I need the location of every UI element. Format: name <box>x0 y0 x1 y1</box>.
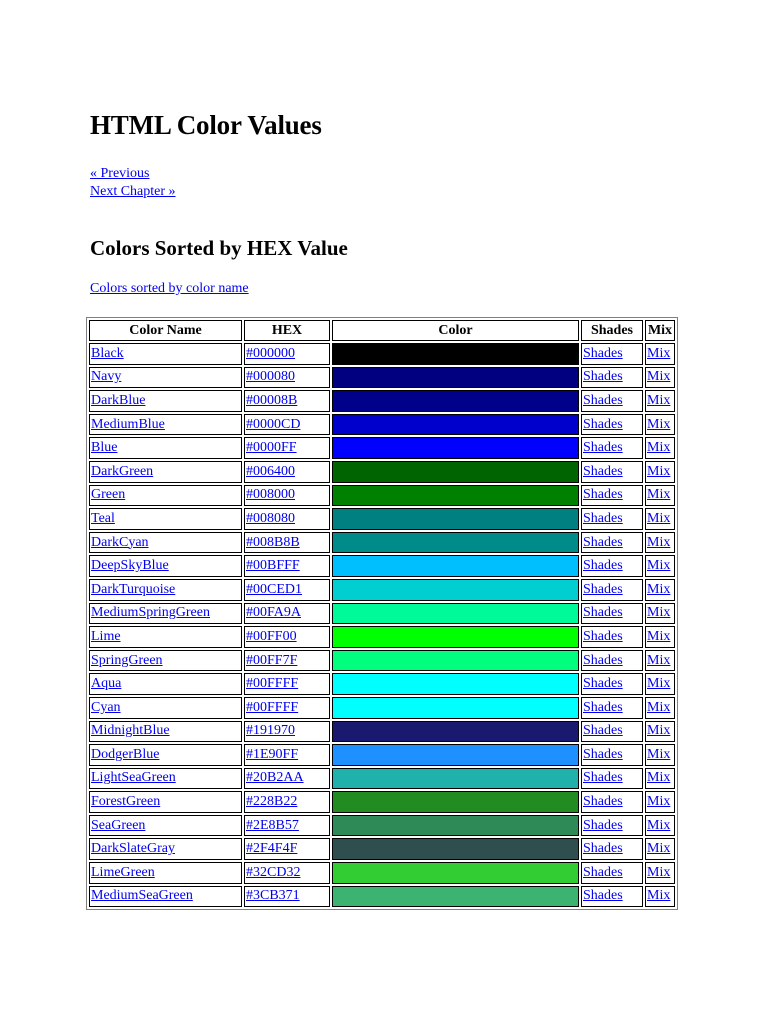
table-row <box>89 744 675 766</box>
shades-cell <box>581 862 643 884</box>
shades-link[interactable]: Shades <box>583 581 623 597</box>
color-name-link[interactable]: DarkGreen <box>91 463 154 479</box>
hex-link[interactable]: #000080 <box>246 369 295 385</box>
hex-link[interactable]: #0000FF <box>246 440 297 456</box>
color-swatch <box>332 508 579 530</box>
shades-link[interactable]: Shades <box>583 510 623 526</box>
table-row <box>89 838 675 860</box>
color-name-link[interactable]: DeepSkyBlue <box>91 558 169 574</box>
hex-cell <box>244 461 330 483</box>
shades-cell <box>581 886 643 908</box>
table-row <box>89 555 675 577</box>
shades-cell <box>581 603 643 625</box>
shades-cell <box>581 673 643 695</box>
mix-cell <box>645 485 675 507</box>
shades-link[interactable]: Shades <box>583 463 623 479</box>
shades-link[interactable]: Shades <box>583 699 623 715</box>
color-name-cell <box>89 555 242 577</box>
table-row <box>89 461 675 483</box>
mix-link[interactable]: Mix <box>647 416 671 432</box>
color-swatch <box>332 791 579 813</box>
mix-cell <box>645 673 675 695</box>
shades-link[interactable]: Shades <box>583 605 623 621</box>
shades-link[interactable]: Shades <box>583 534 623 550</box>
hex-cell <box>244 721 330 743</box>
color-name-link[interactable]: MediumSeaGreen <box>91 888 193 904</box>
color-swatch <box>332 485 579 507</box>
mix-cell <box>645 555 675 577</box>
shades-link[interactable]: Shades <box>583 392 623 408</box>
color-name-cell <box>89 886 242 908</box>
color-name-cell <box>89 697 242 719</box>
shades-cell <box>581 414 643 436</box>
mix-link[interactable]: Mix <box>647 510 671 526</box>
color-name-cell <box>89 815 242 837</box>
mix-link[interactable]: Mix <box>647 558 671 574</box>
hex-link[interactable]: #228B22 <box>246 794 298 810</box>
section-title: Colors Sorted by HEX Value <box>90 236 348 260</box>
header-mix: Mix <box>645 320 675 341</box>
color-name-link[interactable]: Black <box>91 345 124 361</box>
color-name-link[interactable]: MidnightBlue <box>91 723 170 739</box>
color-swatch <box>332 886 579 908</box>
color-name-link[interactable]: LimeGreen <box>91 864 155 880</box>
color-name-link[interactable]: ForestGreen <box>91 794 161 810</box>
color-swatch <box>332 862 579 884</box>
table-header <box>89 320 675 341</box>
hex-cell <box>244 414 330 436</box>
color-name-cell <box>89 532 242 554</box>
table-row <box>89 886 675 908</box>
hex-cell <box>244 603 330 625</box>
shades-cell <box>581 367 643 389</box>
sort-by-name-link[interactable]: Colors sorted by color name <box>90 281 249 296</box>
shades-cell <box>581 579 643 601</box>
table-row <box>89 626 675 648</box>
mix-link[interactable]: Mix <box>647 534 671 550</box>
color-name-cell <box>89 367 242 389</box>
mix-link[interactable]: Mix <box>647 605 671 621</box>
table-row <box>89 532 675 554</box>
shades-link[interactable]: Shades <box>583 770 623 786</box>
shades-cell <box>581 485 643 507</box>
color-swatch <box>332 697 579 719</box>
mix-link[interactable]: Mix <box>647 581 671 597</box>
hex-link[interactable]: #00FFFF <box>246 699 299 715</box>
hex-cell <box>244 437 330 459</box>
color-name-link[interactable]: MediumBlue <box>91 416 165 432</box>
hex-link[interactable]: #000000 <box>246 345 295 361</box>
shades-cell <box>581 508 643 530</box>
shades-link[interactable]: Shades <box>583 440 623 456</box>
mix-link[interactable]: Mix <box>647 746 671 762</box>
hex-cell <box>244 744 330 766</box>
color-name-link[interactable]: LightSeaGreen <box>91 770 176 786</box>
color-name-cell <box>89 768 242 790</box>
color-swatch <box>332 532 579 554</box>
color-swatch <box>332 461 579 483</box>
color-name-cell <box>89 414 242 436</box>
mix-link[interactable]: Mix <box>647 676 671 692</box>
color-swatch <box>332 367 579 389</box>
color-name-cell <box>89 862 242 884</box>
mix-cell <box>645 744 675 766</box>
color-name-link[interactable]: Blue <box>91 440 118 456</box>
color-name-link[interactable]: DodgerBlue <box>91 746 160 762</box>
mix-link[interactable]: Mix <box>647 440 671 456</box>
color-name-cell <box>89 626 242 648</box>
mix-link[interactable]: Mix <box>647 345 671 361</box>
mix-cell <box>645 579 675 601</box>
mix-link[interactable]: Mix <box>647 487 671 503</box>
header-color: Color <box>332 320 579 341</box>
hex-cell <box>244 485 330 507</box>
hex-link[interactable]: #00FF00 <box>246 628 297 644</box>
table-row <box>89 862 675 884</box>
hex-cell <box>244 555 330 577</box>
shades-link[interactable]: Shades <box>583 345 623 361</box>
color-swatch <box>332 555 579 577</box>
hex-link[interactable]: #00FA9A <box>246 605 301 621</box>
color-swatch <box>332 768 579 790</box>
mix-cell <box>645 815 675 837</box>
color-swatch <box>332 414 579 436</box>
table-body <box>89 343 675 907</box>
hex-link[interactable]: #00008B <box>246 392 298 408</box>
shades-link[interactable]: Shades <box>583 487 623 503</box>
hex-link[interactable]: #2E8B57 <box>246 817 299 833</box>
table-row <box>89 508 675 530</box>
shades-cell <box>581 437 643 459</box>
shades-link[interactable]: Shades <box>583 723 623 739</box>
color-swatch <box>332 650 579 672</box>
color-name-cell <box>89 721 242 743</box>
mix-link[interactable]: Mix <box>647 864 671 880</box>
color-swatch <box>332 838 579 860</box>
color-name-link[interactable]: DarkSlateGray <box>91 841 175 857</box>
shades-link[interactable]: Shades <box>583 841 623 857</box>
mix-link[interactable]: Mix <box>647 794 671 810</box>
color-name-cell <box>89 343 242 365</box>
mix-cell <box>645 343 675 365</box>
color-name-link[interactable]: Teal <box>91 510 115 526</box>
shades-cell <box>581 697 643 719</box>
color-name-cell <box>89 485 242 507</box>
mix-link[interactable]: Mix <box>647 652 671 668</box>
table-row <box>89 815 675 837</box>
hex-cell <box>244 815 330 837</box>
color-name-link[interactable]: Aqua <box>91 676 122 692</box>
table-row <box>89 768 675 790</box>
mix-cell <box>645 886 675 908</box>
hex-cell <box>244 508 330 530</box>
color-name-link[interactable]: SeaGreen <box>91 817 146 833</box>
color-table <box>86 317 678 910</box>
hex-link[interactable]: #00FF7F <box>246 652 298 668</box>
mix-cell <box>645 697 675 719</box>
hex-cell <box>244 626 330 648</box>
color-swatch <box>332 603 579 625</box>
color-name-cell <box>89 791 242 813</box>
hex-cell <box>244 390 330 412</box>
table-row <box>89 721 675 743</box>
hex-link[interactable]: #1E90FF <box>246 746 299 762</box>
mix-cell <box>645 508 675 530</box>
color-swatch <box>332 626 579 648</box>
mix-link[interactable]: Mix <box>647 699 671 715</box>
table-row <box>89 579 675 601</box>
header-shades: Shades <box>581 320 643 341</box>
hex-link[interactable]: #0000CD <box>246 416 301 432</box>
hex-link[interactable]: #008000 <box>246 487 295 503</box>
shades-link[interactable]: Shades <box>583 416 623 432</box>
color-name-link[interactable]: Green <box>91 487 126 503</box>
color-name-cell <box>89 838 242 860</box>
table-row <box>89 343 675 365</box>
color-name-cell <box>89 673 242 695</box>
table-row <box>89 367 675 389</box>
color-swatch <box>332 579 579 601</box>
hex-cell <box>244 367 330 389</box>
table-row <box>89 485 675 507</box>
header-hex: HEX <box>244 320 330 341</box>
hex-link[interactable]: #00FFFF <box>246 676 299 692</box>
mix-cell <box>645 626 675 648</box>
color-name-cell <box>89 390 242 412</box>
color-name-link[interactable]: Cyan <box>91 699 121 715</box>
mix-cell <box>645 532 675 554</box>
color-name-link[interactable]: DarkTurquoise <box>91 581 176 597</box>
shades-cell <box>581 768 643 790</box>
hex-link[interactable]: #008B8B <box>246 534 300 550</box>
shades-cell <box>581 532 643 554</box>
table-row <box>89 650 675 672</box>
color-swatch <box>332 390 579 412</box>
mix-link[interactable]: Mix <box>647 770 671 786</box>
hex-cell <box>244 343 330 365</box>
mix-cell <box>645 791 675 813</box>
table-row <box>89 791 675 813</box>
hex-cell <box>244 862 330 884</box>
mix-cell <box>645 838 675 860</box>
hex-cell <box>244 579 330 601</box>
mix-link[interactable]: Mix <box>647 888 671 904</box>
color-name-link[interactable]: SpringGreen <box>91 652 163 668</box>
hex-cell <box>244 791 330 813</box>
hex-cell <box>244 768 330 790</box>
header-row <box>89 320 675 341</box>
shades-cell <box>581 791 643 813</box>
shades-cell <box>581 555 643 577</box>
color-name-cell <box>89 744 242 766</box>
shades-cell <box>581 650 643 672</box>
shades-cell <box>581 390 643 412</box>
hex-cell <box>244 697 330 719</box>
mix-cell <box>645 650 675 672</box>
color-name-cell <box>89 437 242 459</box>
table-row <box>89 414 675 436</box>
hex-link[interactable]: #006400 <box>246 463 295 479</box>
mix-link[interactable]: Mix <box>647 369 671 385</box>
shades-link[interactable]: Shades <box>583 817 623 833</box>
page-title: HTML Color Values <box>90 110 322 140</box>
mix-cell <box>645 437 675 459</box>
color-name-link[interactable]: Lime <box>91 628 121 644</box>
table-row <box>89 603 675 625</box>
shades-cell <box>581 461 643 483</box>
hex-link[interactable]: #00BFFF <box>246 558 300 574</box>
color-swatch <box>332 744 579 766</box>
hex-link[interactable]: #008080 <box>246 510 295 526</box>
shades-cell <box>581 744 643 766</box>
hex-cell <box>244 886 330 908</box>
color-name-link[interactable]: DarkBlue <box>91 392 146 408</box>
hex-link[interactable]: #32CD32 <box>246 864 301 880</box>
shades-link[interactable]: Shades <box>583 369 623 385</box>
hex-link[interactable]: #00CED1 <box>246 581 302 597</box>
mix-link[interactable]: Mix <box>647 628 671 644</box>
mix-cell <box>645 603 675 625</box>
table-row <box>89 390 675 412</box>
hex-cell <box>244 650 330 672</box>
mix-link[interactable]: Mix <box>647 723 671 739</box>
color-name-link[interactable]: MediumSpringGreen <box>91 605 210 621</box>
hex-cell <box>244 838 330 860</box>
mix-cell <box>645 862 675 884</box>
mix-cell <box>645 414 675 436</box>
shades-link[interactable]: Shades <box>583 558 623 574</box>
mix-link[interactable]: Mix <box>647 817 671 833</box>
shades-cell <box>581 838 643 860</box>
color-swatch <box>332 673 579 695</box>
table-row <box>89 697 675 719</box>
hex-link[interactable]: #191970 <box>246 723 295 739</box>
hex-cell <box>244 673 330 695</box>
shades-link[interactable]: Shades <box>583 888 623 904</box>
mix-cell <box>645 768 675 790</box>
shades-link[interactable]: Shades <box>583 676 623 692</box>
shades-link[interactable]: Shades <box>583 864 623 880</box>
color-swatch <box>332 721 579 743</box>
table-row <box>89 673 675 695</box>
color-name-cell <box>89 650 242 672</box>
color-swatch <box>332 815 579 837</box>
mix-cell <box>645 461 675 483</box>
color-swatch <box>332 343 579 365</box>
color-name-cell <box>89 508 242 530</box>
mix-link[interactable]: Mix <box>647 392 671 408</box>
mix-cell <box>645 367 675 389</box>
hex-cell <box>244 532 330 554</box>
mix-link[interactable]: Mix <box>647 463 671 479</box>
shades-cell <box>581 721 643 743</box>
hex-link[interactable]: #20B2AA <box>246 770 304 786</box>
previous-link[interactable]: « Previous <box>90 166 150 181</box>
mix-cell <box>645 721 675 743</box>
shades-link[interactable]: Shades <box>583 746 623 762</box>
hex-link[interactable]: #3CB371 <box>246 888 300 904</box>
shades-cell <box>581 626 643 648</box>
table-row <box>89 437 675 459</box>
mix-cell <box>645 390 675 412</box>
hex-link[interactable]: #2F4F4F <box>246 841 298 857</box>
shades-cell <box>581 815 643 837</box>
mix-link[interactable]: Mix <box>647 841 671 857</box>
color-name-cell <box>89 579 242 601</box>
color-name-link[interactable]: DarkCyan <box>91 534 149 550</box>
color-name-cell <box>89 603 242 625</box>
color-name-cell <box>89 461 242 483</box>
shades-cell <box>581 343 643 365</box>
next-chapter-link[interactable]: Next Chapter » <box>90 184 176 199</box>
shades-link[interactable]: Shades <box>583 628 623 644</box>
shades-link[interactable]: Shades <box>583 652 623 668</box>
shades-link[interactable]: Shades <box>583 794 623 810</box>
color-name-link[interactable]: Navy <box>91 369 122 385</box>
color-swatch <box>332 437 579 459</box>
header-color-name: Color Name <box>89 320 242 341</box>
